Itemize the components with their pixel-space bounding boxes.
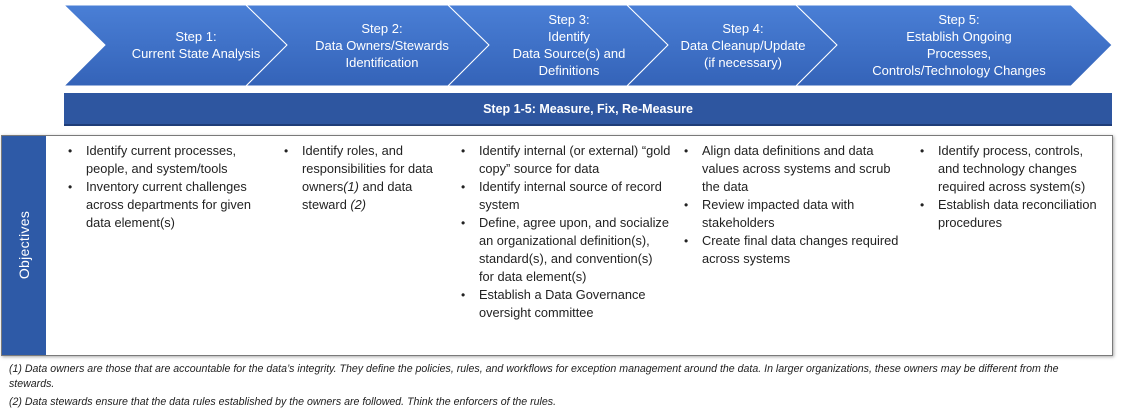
objectives-column-5 (916, 142, 1104, 232)
objective-item: • Define, agree upon, and socialize an organizational definition(s), standard(s), and convention(s) for data element(s) (457, 214, 671, 286)
step-5-label: Step 5: Establish Ongoing Processes, Controls/Technology Changes (872, 12, 1046, 78)
objective-item: • Identify internal source of record system (457, 178, 671, 214)
objectives-tab (2, 136, 46, 355)
objective-item: • Establish data reconciliation procedures (916, 196, 1104, 232)
step-1-label: Step 1: Current State Analysis (131, 29, 261, 61)
objective-item: • Identify current processes, people, and system/tools (64, 142, 254, 178)
objective-text: and data steward (302, 179, 413, 212)
objective-item: • Identify process, controls, and technology changes required across system(s) (916, 142, 1104, 196)
objective-item: • Inventory current challenges across departments for given data element(s) (64, 178, 254, 232)
objective-item (280, 142, 452, 214)
objective-text: Identify roles, and responsibilities for data owners (302, 143, 433, 194)
footnote-1: (1) Data owners are those that are accountable for the data’s integrity. They define the policies, rules, and workflows for exception management around the data. In larger organizations, these owners may be different from the stewards. (9, 363, 1059, 390)
objectives-column-4 (680, 142, 904, 268)
footnote-ref-2: (2) (350, 197, 367, 212)
step-2-label: Step 2: Data Owners/Stewards Identification (315, 20, 449, 70)
step-3-label: Step 3: Identify Data Source(s) and Definitions (512, 12, 626, 78)
footnote-2: (2) Data stewards ensure that the data rules established by the owners are followed. Think the enforcers of the rules. (9, 396, 557, 408)
objective-item: • Create final data changes required across systems (680, 232, 904, 268)
objectives-column-2 (280, 142, 452, 214)
footnote-ref-1: (1) (343, 179, 359, 194)
measure-fix-banner: Step 1-5: Measure, Fix, Re-Measure (64, 93, 1112, 126)
step-4-label: Step 4: Data Cleanup/Update (if necessary) (680, 20, 806, 70)
objective-item: • Establish a Data Governance oversight committee (457, 286, 671, 322)
objective-item: • Identify internal (or external) “gold copy” source for data (457, 142, 671, 178)
objectives-label: Objectives (16, 210, 32, 280)
objectives-column-1 (64, 142, 254, 232)
objectives-panel (1, 135, 1113, 356)
objective-item: • Align data definitions and data values across systems and scrub the data (680, 142, 904, 196)
objective-item: • Review impacted data with stakeholders (680, 196, 904, 232)
objectives-column-3 (457, 142, 671, 322)
